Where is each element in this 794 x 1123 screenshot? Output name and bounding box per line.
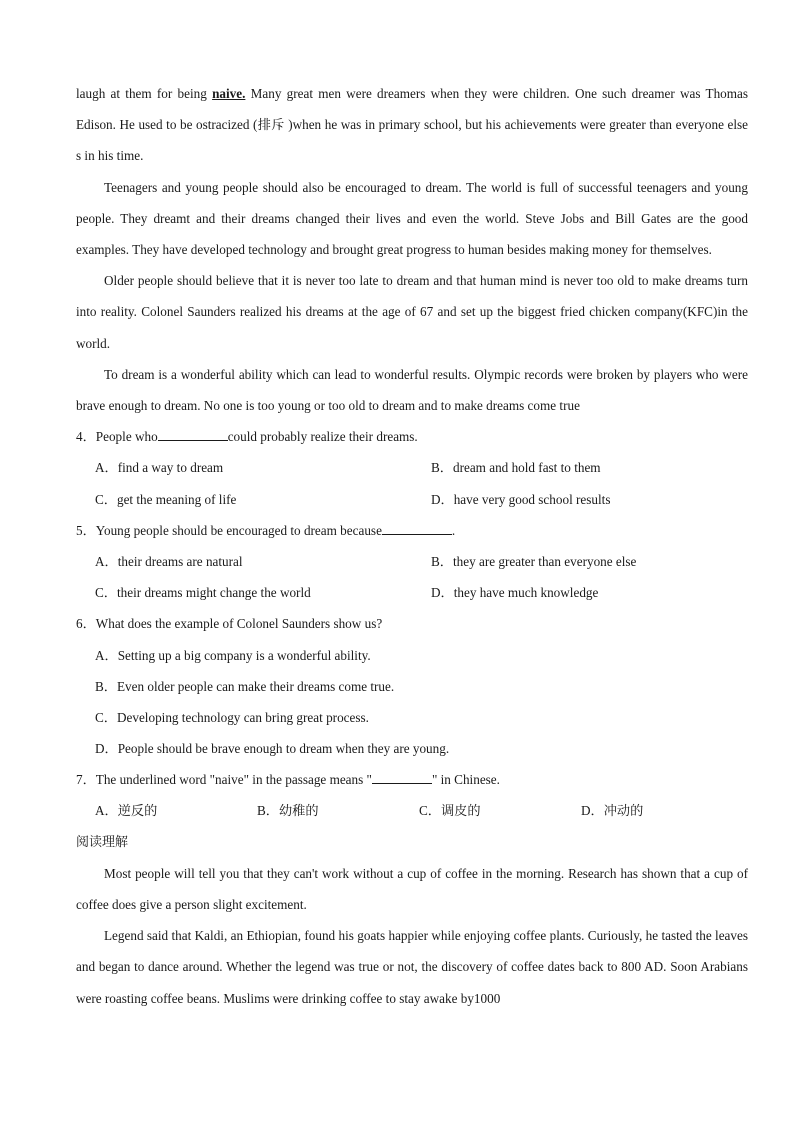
passage2-paragraph-1	[76, 858, 748, 920]
section-heading: 阅读理解	[76, 834, 129, 850]
option-c[interactable]: C．Developing technology can bring great process.	[95, 709, 369, 725]
passage1-paragraph-3	[76, 359, 748, 421]
option-a[interactable]: A．Setting up a big company is a wonderful ability.	[95, 647, 371, 663]
passage1-paragraph-1	[76, 172, 748, 266]
paragraph-text: Older people should believe that it is never too late to dream and that human mind is never too old to make dreams turn into reality. Colonel Saunders realized his dreams at the age of 67 and set up the biggest fried chicken company(KFC)in the world.	[76, 273, 748, 351]
underlined-word-naive: naive.	[212, 86, 246, 101]
option-b[interactable]: B．they are greater than everyone else	[431, 553, 637, 569]
option-d[interactable]: D．冲动的	[581, 803, 644, 819]
question-5-stem	[76, 515, 748, 546]
question-5-options-row-2	[76, 577, 748, 608]
question-4-options-row-2	[76, 484, 748, 515]
paragraph-text: Teenagers and young people should also be encouraged to dream. The world is full of successful teenagers and young people. They dreamt and their dreams changed their lives and even the world. Steve Jobs and Bill Gates are the good examples. They have developed technology and brought great progress to human besides making money for themselves.	[76, 179, 748, 258]
question-4-options-row-1	[76, 452, 748, 483]
option-b[interactable]: B．dream and hold fast to them	[431, 460, 601, 476]
question-7-options	[76, 795, 748, 826]
question-text: 5．Young people should be encouraged to dream because	[76, 522, 382, 538]
option-a[interactable]: A．find a way to dream	[95, 460, 224, 476]
question-text: " in Chinese.	[431, 772, 500, 788]
question-text: 4．People who	[76, 429, 158, 445]
answer-blank	[158, 428, 228, 441]
answer-blank	[382, 522, 452, 535]
option-c[interactable]: C．调皮的	[419, 803, 481, 819]
question-text: 7．The underlined word "naive" in the passage means "	[76, 772, 372, 788]
passage1-text: laugh at them for being	[76, 86, 213, 101]
question-text: .	[451, 522, 456, 538]
option-c[interactable]: C．get the meaning of life	[95, 491, 237, 507]
question-7-stem	[76, 764, 748, 795]
option-c[interactable]: C．their dreams might change the world	[95, 585, 311, 601]
document-page	[76, 78, 748, 1014]
paragraph-text: Most people will tell you that they can't work without a cup of coffee in the morning. Research has shown that a cup of coffee does give a person slight excitement.	[76, 865, 748, 913]
answer-blank	[372, 771, 432, 784]
option-d[interactable]: D．they have much knowledge	[431, 585, 599, 601]
option-a[interactable]: A．their dreams are natural	[95, 553, 243, 569]
option-a[interactable]: A．逆反的	[95, 803, 158, 819]
question-5-options-row-1	[76, 546, 748, 577]
question-4-stem	[76, 421, 748, 452]
passage1-paragraph-2	[76, 265, 748, 359]
passage2-paragraph-2	[76, 920, 748, 1014]
option-d[interactable]: D．People should be brave enough to dream when they are young.	[95, 741, 450, 757]
question-text: could probably realize their dreams.	[227, 429, 418, 445]
option-b[interactable]: B．Even older people can make their dreams come true.	[95, 678, 395, 694]
option-d[interactable]: D．have very good school results	[431, 491, 611, 507]
paragraph-text: To dream is a wonderful ability which can lead to wonderful results. Olympic records were broken by players who were brave enough to dream. No one is too young or too old to dream and to make dreams come true	[76, 366, 748, 414]
option-b[interactable]: B．幼稚的	[257, 803, 319, 819]
passage1-text: Many great men were dreamers when they were children. One such dreamer was Thomas Edison. He used to be ostracized (排斥 )when he was in primary school, but his achievements were greater than everyone else s in his time.	[76, 86, 749, 164]
question-6-stem: 6．What does the example of Colonel Saunders show us?	[76, 616, 383, 632]
passage1-paragraph-0	[76, 78, 748, 172]
paragraph-text: Legend said that Kaldi, an Ethiopian, found his goats happier while enjoying coffee plants. Curiously, he tasted the leaves and began to dance around. Whether the legend was true or not, the discovery of coffee dates back to 800 AD. Soon Arabians were roasting coffee beans. Muslims were drinking coffee to stay awake by1000	[76, 928, 748, 1006]
